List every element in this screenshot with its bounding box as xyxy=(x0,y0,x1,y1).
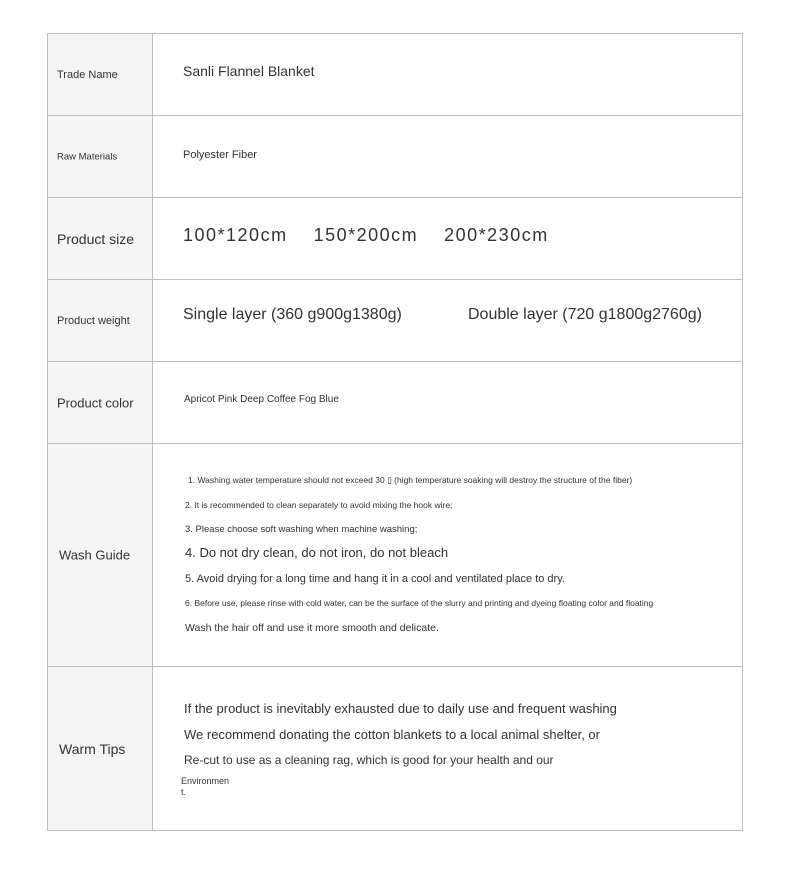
spec-row-raw-materials xyxy=(48,116,742,198)
warm-tips-line: Environmen xyxy=(181,776,230,786)
product-size-value: 100*120cm 150*200cm 200*230cm xyxy=(183,225,549,245)
warm-tips-line: Re-cut to use as a cleaning rag, which is good for your health and our xyxy=(184,753,554,767)
spec-row-product-weight xyxy=(48,280,742,362)
spec-row-warm-tips xyxy=(48,667,742,830)
label-cell xyxy=(48,116,153,197)
wash-guide-line: 1. Washing water temperature should not exceed 30 ▯ (high temperature soaking will destroy the structure of the fiber) xyxy=(188,475,633,485)
product-weight-label: Product weight xyxy=(57,314,130,327)
wash-guide-line: 4. Do not dry clean, do not iron, do not bleach xyxy=(185,545,449,560)
label-cell xyxy=(48,362,153,443)
warm-tips-line: t. xyxy=(181,787,187,797)
wash-guide-line: 5. Avoid drying for a long time and hang it in a cool and ventilated place to dry. xyxy=(185,573,565,585)
spec-row-trade-name xyxy=(48,34,742,116)
trade-name-label: Trade Name xyxy=(57,68,118,81)
label-cell xyxy=(48,198,153,279)
label-cell xyxy=(48,667,153,830)
label-cell xyxy=(48,280,153,361)
raw-materials-value: Polyester Fiber xyxy=(183,149,257,161)
product-color-label: Product color xyxy=(57,395,134,410)
product-color-value: Apricot Pink Deep Coffee Fog Blue xyxy=(184,394,339,405)
wash-guide-line: Wash the hair off and use it more smooth and delicate. xyxy=(185,622,439,634)
wash-guide-line: 2. It is recommended to clean separately to avoid mixing the hook wire; xyxy=(185,500,453,510)
trade-name-value: Sanli Flannel Blanket xyxy=(183,63,315,79)
product-size-label: Product size xyxy=(57,230,135,247)
wash-guide-clipped-line xyxy=(185,596,710,611)
double-layer-weight: Double layer (720 g1800g2760g) xyxy=(468,306,702,323)
spec-row-wash-guide xyxy=(48,444,742,667)
wash-guide-label: Wash Guide xyxy=(59,547,131,563)
product-spec-table xyxy=(47,33,743,831)
warm-tips-line: We recommend donating the cotton blankets to a local animal shelter, or xyxy=(184,727,600,742)
wash-guide-line: 3. Please choose soft washing when machine washing; xyxy=(185,524,418,535)
single-layer-weight: Single layer (360 g900g1380g) xyxy=(183,306,402,323)
warm-tips-label: Warm Tips xyxy=(59,740,126,757)
spec-row-product-size xyxy=(48,198,742,280)
label-cell xyxy=(48,444,153,666)
raw-materials-label: Raw Materials xyxy=(57,151,118,162)
warm-tips-line: If the product is inevitably exhausted due to daily use and frequent washing xyxy=(184,701,617,716)
wash-guide-line: 6. Before use, please rinse with cold water, can be the surface of the slurry and printing and dyeing floating color and floating xyxy=(185,598,654,608)
label-cell xyxy=(48,34,153,115)
spec-row-product-color xyxy=(48,362,742,444)
